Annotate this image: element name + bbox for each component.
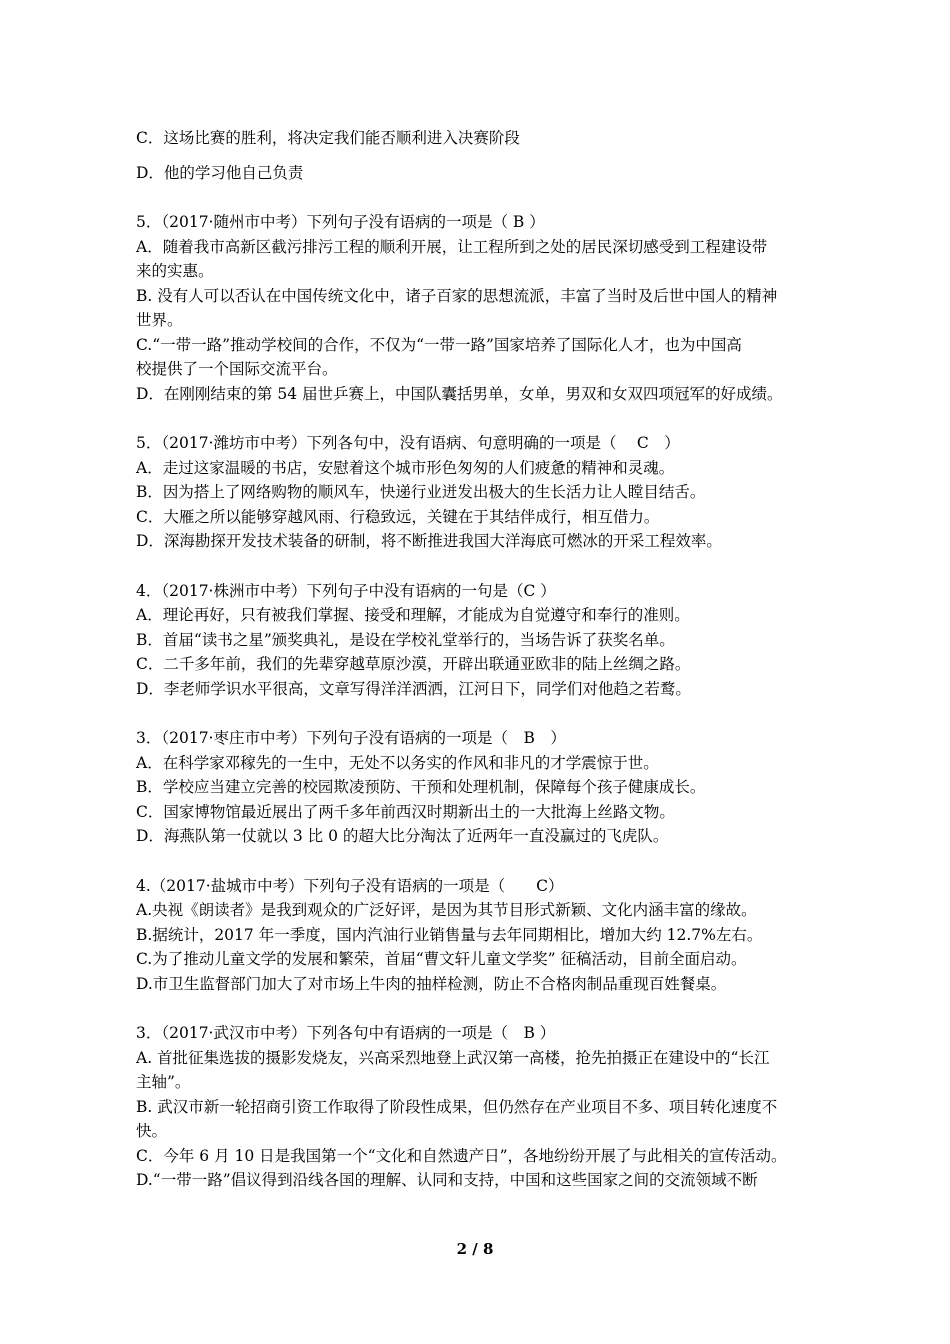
- option-b: B. 没有人可以否认在中国传统文化中，诸子百家的思想流派，丰富了当时及后世中国人的精神: [136, 286, 778, 305]
- option-a: A．随着我市高新区截污排污工程的顺利开展，让工程所到之处的居民深切感受到工程建设带: [136, 237, 768, 256]
- question-suizhou: [136, 210, 826, 406]
- option-d: D．在刚刚结束的第 54 届世乒赛上，中国队囊括男单，女单，男双和女双四项冠军的好成绩。: [136, 384, 783, 403]
- option-c: C．国家博物馆最近展出了两千多年前西汉时期新出土的一大批海上丝路文物。: [136, 802, 675, 821]
- option-c: C．二千多年前，我们的先辈穿越草原沙漠，开辟出联通亚欧非的陆上丝绸之路。: [136, 655, 691, 673]
- question-stem: 3．（2017·枣庄市中考）下列句子没有语病的一项是（ B ）: [136, 729, 566, 747]
- total-pages: 8: [482, 1240, 494, 1258]
- option-b-cont: 快。: [136, 1122, 168, 1140]
- option-c: C．大雁之所以能够穿越风雨、行稳致远，关键在于其结伴成行，相互借力。: [136, 507, 660, 526]
- option-b-cont: 世界。: [136, 311, 183, 329]
- page-number: [0, 1240, 950, 1258]
- option-d: D．海燕队第一仗就以 3 比 0 的超大比分淘汰了近两年一直没赢过的飞虎队。: [136, 827, 669, 845]
- option-a: A．理论再好，只有被我们掌握、接受和理解，才能成为自觉遵守和奉行的准则。: [136, 606, 690, 624]
- question-weifang: [136, 431, 826, 554]
- option-a-cont: 来的实惠。: [136, 262, 214, 280]
- question-wuhan: [136, 1021, 826, 1193]
- option-c: C．这场比赛的胜利，将决定我们能否顺利进入决赛阶段: [136, 129, 520, 147]
- question-zhuzhou: [136, 579, 826, 702]
- option-c-cont: 校提供了一个国际交流平台。: [136, 360, 338, 378]
- question-stem: 4.（2017·盐城市中考）下列句子没有语病的一项是（ C）: [136, 876, 564, 895]
- option-d: D．深海勘探开发技术装备的研制，将不断推进我国大洋海底可燃冰的开采工程效率。: [136, 532, 722, 550]
- option-b: B．因为搭上了网络购物的顺风车，快递行业迸发出极大的生长活力让人瞠目结舌。: [136, 483, 706, 501]
- option-c: C.为了推动儿童文学的发展和繁荣，首届“曹文轩儿童文学奖” 征稿活动，目前全面启动。: [136, 950, 747, 968]
- option-b: B. 武汉市新一轮招商引资工作取得了阶段性成果，但仍然存在产业项目不多、项目转化速度不: [136, 1097, 778, 1116]
- question-stem: 3．（2017·武汉市中考）下列各句中有语病的一项是（ B ）: [136, 1024, 556, 1042]
- option-d: D．他的学习他自己负责: [136, 163, 304, 182]
- option-d: D．李老师学识水平很高，文章写得洋洋洒洒，江河日下，同学们对他趋之若鹜。: [136, 679, 691, 698]
- option-d: D.市卫生监督部门加大了对市场上牛肉的抽样检测，防止不合格肉制品重现百姓餐桌。: [136, 974, 727, 993]
- document-body: [136, 126, 826, 1193]
- option-b: B．首届“读书之星”颁奖典礼，是设在学校礼堂举行的，当场告诉了获奖名单。: [136, 630, 675, 649]
- question-zaozhuang: [136, 726, 826, 849]
- option-b: B．学校应当建立完善的校园欺凌预防、干预和处理机制，保障每个孩子健康成长。: [136, 778, 706, 796]
- question-stem: 5．（2017·潍坊市中考）下列各句中，没有语病、句意明确的一项是（ C ）: [136, 434, 680, 452]
- current-page: 2: [456, 1240, 468, 1258]
- question-yancheng: [136, 874, 826, 997]
- option-a: A. 首批征集选拔的摄影发烧友，兴高采烈地登上武汉第一高楼，抢先拍摄正在建设中的“长江: [136, 1048, 770, 1067]
- option-c: C．今年 6 月 10 日是我国第一个“文化和自然遗产日”，各地纷纷开展了与此相关的宣传活动。: [136, 1146, 787, 1165]
- option-a: A.央视《朗读者》是我到观众的广泛好评，是因为其节目形式新颖、文化内涵丰富的缘故。: [136, 901, 757, 919]
- question-stem: 5．（2017·随州市中考）下列句子没有语病的一项是（ B ）: [136, 213, 545, 231]
- question-stem: 4．（2017·株洲市中考）下列句子中没有语病的一句是（C ）: [136, 581, 556, 600]
- option-d: D.“一带一路”倡议得到沿线各国的理解、认同和支持，中国和这些国家之间的交流领域不断: [136, 1171, 758, 1189]
- page-separator: /: [467, 1240, 483, 1258]
- option-c: C.“一带一路”推动学校间的合作，不仅为“一带一路”国家培养了国际化人才，也为中国高: [136, 335, 742, 354]
- option-a: A．走过这家温暖的书店，安慰着这个城市形色匆匆的人们疲惫的精神和灵魂。: [136, 458, 675, 477]
- option-a-cont: 主轴”。: [136, 1073, 191, 1091]
- option-b: B.据统计，2017 年一季度，国内汽油行业销售量与去年同期相比，增加大约 12.7%左右。: [136, 925, 763, 944]
- option-a: A．在科学家邓稼先的一生中，无处不以务实的作风和非凡的才学震惊于世。: [136, 753, 659, 772]
